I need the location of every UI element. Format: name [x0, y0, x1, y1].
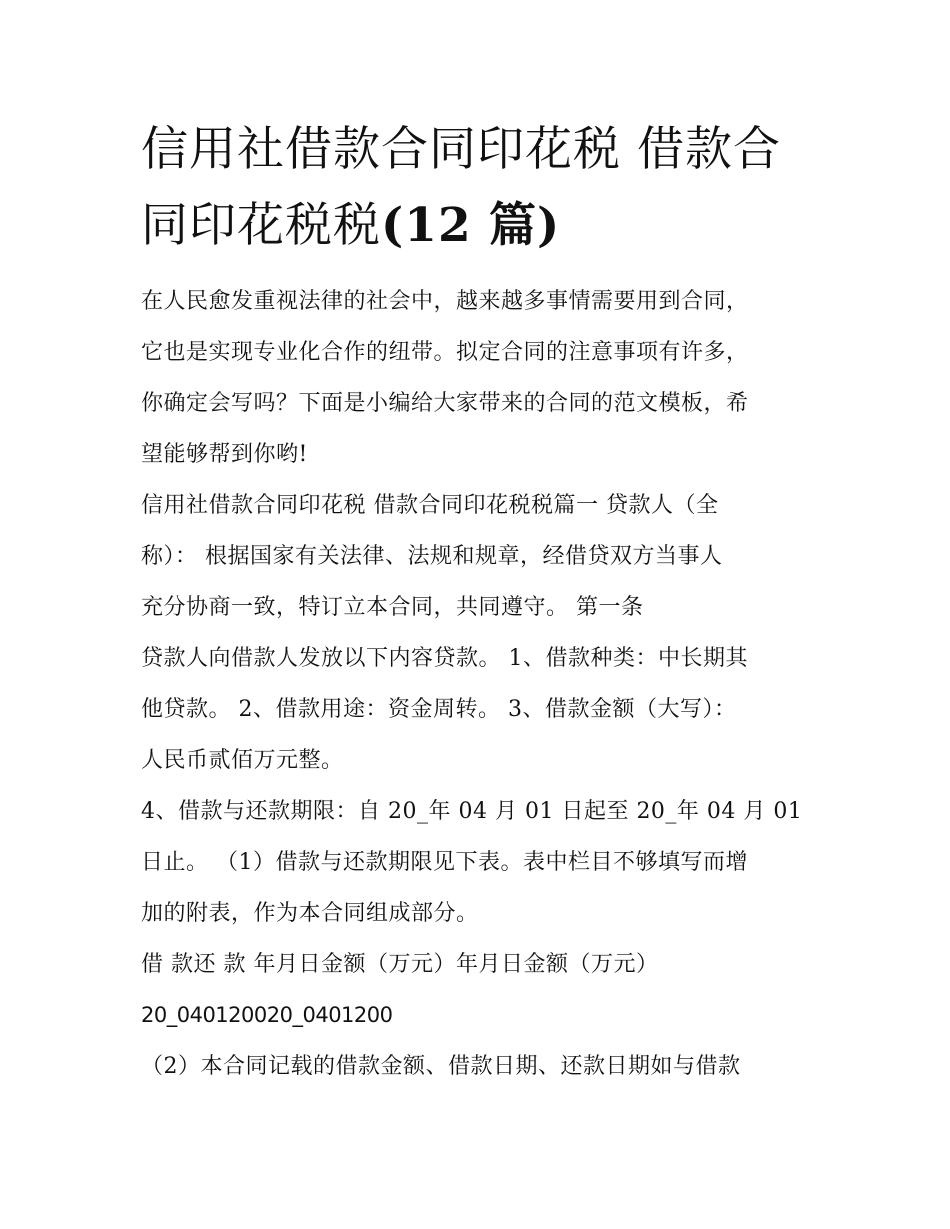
title-line-1: 信用社借款合同印花税 借款合 — [141, 122, 781, 177]
section-3-line: 加的附表，作为本合同组成部分。 — [141, 901, 479, 926]
section-2-line: 人民币贰佰万元整。 — [141, 748, 344, 773]
intro-line: 你确定会写吗？下面是小编给大家带来的合同的范文模板，希 — [141, 391, 749, 416]
section-3-paragraph — [141, 786, 813, 939]
section-1-paragraph — [141, 480, 813, 633]
table-values-line: 20_040120020_0401200 — [141, 1003, 393, 1027]
section-4-paragraph — [141, 1041, 813, 1092]
section-1-line: 称）： 根据国家有关法律、法规和规章，经借贷双方当事人 — [141, 544, 723, 569]
intro-line: 在人民愈发重视法律的社会中，越来越多事情需要用到合同， — [141, 289, 749, 314]
title-line-2: 同印花税税 — [141, 198, 381, 253]
section-4-line: （2）本合同记载的借款金额、借款日期、还款日期如与借款 — [141, 1054, 741, 1079]
section-3-line: 日止。 （1）借款与还款期限见下表。表中栏目不够填写而增 — [141, 850, 748, 875]
document-title — [141, 112, 813, 264]
section-1-line: 充分协商一致，特订立本合同，共同遵守。 第一条 — [141, 595, 644, 620]
section-2-line: 贷款人向借款人发放以下内容贷款。 1、借款种类：中长期其 — [141, 646, 748, 671]
intro-paragraph — [141, 276, 813, 480]
section-1-line: 信用社借款合同印花税 借款合同印花税税篇一 贷款人（全 — [141, 493, 719, 518]
section-2-line: 他贷款。 2、借款用途：资金周转。 3、借款金额（大写）： — [141, 697, 737, 722]
table-header-line: 借 款还 款 年月日金额（万元）年月日金额（万元） — [141, 952, 659, 977]
section-3-line: 4、借款与还款期限：自 20_年 04 月 01 日起至 20_年 04 月 01 — [141, 799, 803, 824]
title-count: (12 篇) — [381, 198, 561, 253]
section-2-paragraph — [141, 633, 813, 786]
intro-line: 它也是实现专业化合作的纽带。拟定合同的注意事项有许多， — [141, 340, 749, 365]
repayment-table-text — [141, 939, 813, 1041]
document-body — [141, 112, 813, 1092]
intro-line: 望能够帮到你哟! — [141, 442, 308, 467]
